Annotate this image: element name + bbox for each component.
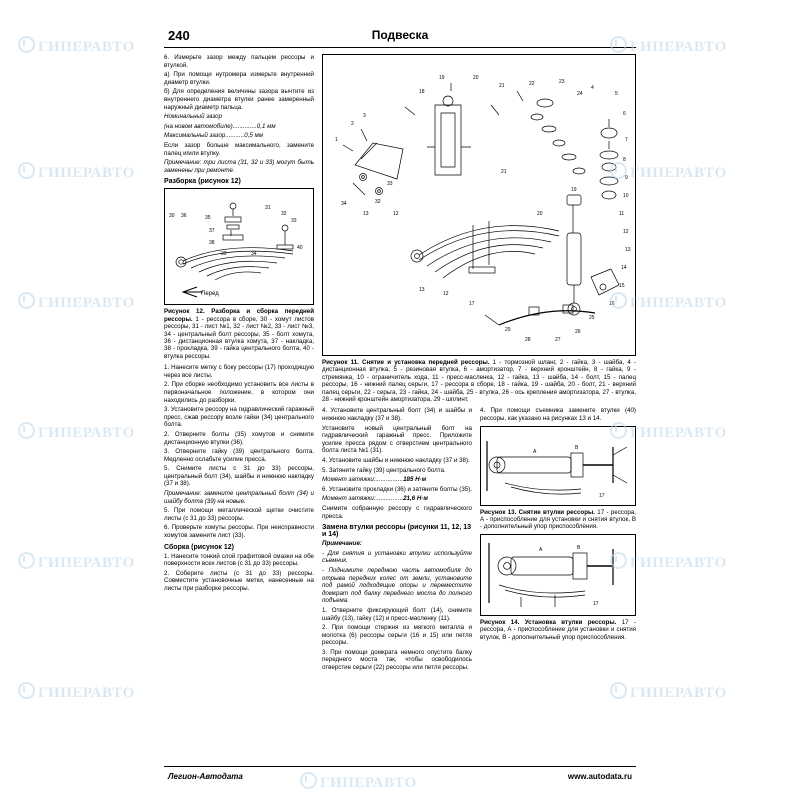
spec-nominal-label: Номинальный зазор: [164, 113, 223, 121]
bushing-step-1: 1. Отверните фиксирующий болт (14), снимите шайбу (13), гайку (12) и пресс-масленку (11).: [322, 606, 472, 622]
svg-text:26: 26: [575, 329, 581, 335]
svg-text:4: 4: [591, 85, 594, 91]
svg-text:15: 15: [619, 283, 625, 289]
figure-11-caption: [322, 359, 636, 403]
page-number: 240: [168, 28, 190, 43]
watermark-logo-icon: [18, 162, 35, 179]
footer-publisher: Легион-Автодата: [168, 772, 243, 781]
watermark-8: [18, 550, 135, 572]
spec-max-label: Максимальный зазор: [164, 132, 226, 140]
figure-13: [480, 426, 636, 506]
figure-11-caption-title: Рисунок 11. Снятие и установка передней рессоры.: [322, 359, 490, 366]
figure-12-caption: [164, 308, 314, 360]
figure-12-drawing: [165, 189, 313, 302]
watermark-logo-icon: [18, 292, 35, 309]
svg-text:13: 13: [419, 287, 425, 293]
note-spare-leaves: Примечание: три листа (31, 32 и 33) могут быть заменены при ремонте.: [164, 159, 314, 174]
svg-text:38: 38: [209, 240, 215, 247]
watermark-text: ГИПЕРАВТО: [630, 165, 727, 181]
svg-text:2: 2: [351, 121, 354, 127]
right-subcolumn-1: [322, 407, 472, 673]
svg-text:17: 17: [593, 600, 599, 607]
watermark-logo-icon: [18, 36, 35, 53]
footer-website: www.autodata.ru: [567, 772, 632, 781]
svg-text:12: 12: [443, 291, 449, 297]
svg-text:32: 32: [281, 211, 287, 218]
torque-1-label: Момент затяжки:: [322, 476, 376, 484]
svg-text:34: 34: [251, 251, 257, 258]
after-specs-text: Если зазор больше максимального, замените палец и/или втулку.: [164, 141, 314, 157]
spec-nominal-row: (на новом автомобиле)..............0,1 мм: [164, 122, 276, 130]
bushing-note-2: - Поднимите переднюю часть автомобиля до отрыва передних колес от земли, установите под рамой подходящие опоры и переместите домкрат под балку переднего моста до полного подъема.: [322, 566, 472, 605]
assembly-step-6: 6. Установите прокладки (36) и затяните болты (35).: [322, 485, 472, 493]
svg-text:9: 9: [625, 175, 628, 181]
svg-text:6: 6: [623, 111, 626, 117]
figure-13-caption-title: Рисунок 13. Снятие втулки рессоры.: [480, 508, 595, 516]
watermark-2: [18, 160, 135, 182]
svg-text:30: 30: [169, 213, 175, 220]
watermark-text: ГИПЕРАВТО: [630, 555, 727, 571]
section-assembly: Сборка (рисунок 12): [164, 543, 234, 551]
watermark-text: ГИПЕРАВТО: [630, 425, 727, 441]
svg-text:3: 3: [363, 113, 366, 119]
watermark-text: ГИПЕРАВТО: [38, 685, 135, 701]
svg-text:Перед: Перед: [201, 291, 219, 298]
svg-text:37: 37: [209, 228, 215, 235]
svg-text:16: 16: [609, 301, 615, 307]
svg-text:32: 32: [375, 199, 381, 205]
page-header: [160, 26, 640, 52]
watermark-logo-icon: [300, 772, 317, 789]
svg-text:23: 23: [559, 79, 565, 85]
right-subcolumn-2: [480, 407, 636, 641]
watermark-text: ГИПЕРАВТО: [38, 39, 135, 55]
figure-13-caption: [480, 509, 636, 531]
disassembly-step-1: 1. Нанесите метку с боку рессоры (17) проходящую через все листы.: [164, 364, 314, 379]
svg-text:39: 39: [221, 251, 227, 258]
figure-11-drawing: [323, 55, 635, 353]
svg-text:7: 7: [625, 137, 628, 143]
svg-text:24: 24: [577, 91, 583, 97]
watermark-text: ГИПЕРАВТО: [630, 39, 727, 55]
svg-text:19: 19: [571, 187, 577, 193]
figure-14: [480, 534, 636, 616]
spec-max-row: Максимальный зазор...........0,5 мм: [164, 132, 264, 140]
svg-text:31: 31: [265, 205, 271, 212]
svg-text:10: 10: [623, 193, 629, 199]
figure-12: [164, 188, 314, 305]
svg-text:14: 14: [621, 265, 627, 271]
svg-text:28: 28: [525, 337, 531, 343]
intro-step-6a: а) При помощи нутромера измерьте внутренний диаметр втулки.: [164, 71, 314, 86]
watermark-text: ГИПЕРАВТО: [320, 775, 417, 791]
watermark-6: [18, 420, 135, 442]
bushing-step-4: 4. При помощи съемника замените втулки (40) рессоры, как указано на рисунках 13 и 14.: [480, 407, 636, 423]
disassembly-step-4: 2. Отверните болты (35) хомутов и снимите дистанционную втулки (36).: [164, 430, 314, 446]
svg-text:35: 35: [205, 215, 211, 222]
figure-12-caption-body: 1 - рессора в сборе, 30 - хомут листов рессоры, 31 - лист №1, 32 - лист №2, 33 - лист №3, 34 - центральный болт рессоры, 35 - болт хомута, 36 - дистанционная втулка хомута, 37 - накладка, 38 - прокладка, 39 - гайка центрального болта, 40 - втулка рессоры.: [164, 315, 314, 360]
svg-text:A: A: [533, 448, 537, 455]
watermark-logo-icon: [18, 552, 35, 569]
figure-14-caption: [480, 619, 636, 641]
figure-14-drawing: [481, 535, 635, 613]
watermark-text: ГИПЕРАВТО: [38, 295, 135, 311]
watermark-text: ГИПЕРАВТО: [38, 425, 135, 441]
svg-text:40: 40: [297, 245, 303, 252]
watermark-logo-icon: [18, 682, 35, 699]
watermark-4: [18, 290, 135, 312]
torque-1-row: Момент затяжки:................185 Н·м: [322, 476, 427, 484]
bushing-step-3: 3. При помощи домкрата немного опустите балку переднего моста так, чтобы освободилось отверстие серьги (22) рессоры или петля рессоры.: [322, 648, 472, 672]
svg-text:18: 18: [419, 89, 425, 95]
intro-step-6: 6. Измерьте зазор между пальцем рессоры и втулкой.: [164, 54, 314, 69]
disassembly-step-3: 3. Установите рессору на гидравлический гаражный пресс, сжав рессору возле гайки (34) центрального болта.: [164, 406, 314, 429]
watermark-10: [18, 680, 135, 702]
svg-text:1: 1: [335, 137, 338, 143]
bushing-step-2: 2. При помощи стержня из мягкого металла и молотка (6) рессоры серьги (16 и 15) или петля рессоры.: [322, 624, 472, 647]
svg-text:19: 19: [439, 75, 445, 81]
bushing-note-label: Примечание:: [322, 540, 362, 548]
svg-text:34: 34: [341, 201, 347, 207]
torque-2-row: Момент затяжки:................21,6 Н·м: [322, 495, 428, 503]
right-subcolumns: [322, 407, 636, 673]
assembly-step-4: 4. Установите центральный болт (34) и шайбы и нижнюю накладку (37 и 38).: [322, 407, 472, 423]
bushing-note-1: - Для снятия и установки втулки используйте съемник.: [322, 549, 472, 565]
disassembly-step-2: 2. При сборке необходимо установить все листы в первоначальное положение, в котором они находились до разборки.: [164, 381, 314, 404]
figure-11-caption-body: 1 - тормозной шланг, 2 - гайка, 3 - шайба, 4 - дистанционная втулка, 5 - резиновая втулка, 6 - амортизатор, 7 - верхний кронштейн, 8 - гайка, 9 - стремянка, 10 - ограничитель хода, 11 - пресс-масленка, 12 - гайка, 13 - шайба, 14 - болт, 15 - палец рессоры, 16 - нижний палец серьги, 17 - рессора в сборе, 18 - гайка, 19 - шайба, 20 - болт, 21 - верхний палец серьги, 22 - серьга, 23 - гайка, 24 - шайба, 25 - втулка, 26 - ось крепления амортизатора, 27 - втулка, 28 - нижний кронштейн амортизатора, 29 - шплинт.: [322, 359, 636, 404]
disassembly-step-7: 5. При помощи металлической щетки очистите листы (с 31 до 33) рессоры.: [164, 507, 314, 522]
svg-text:12: 12: [393, 211, 399, 217]
assembly-step-1: 1. Нанесите тонкий слой графитовой смазки на обе поверхности всех листов (с 31 до 33) рессоры.: [164, 552, 314, 568]
footer-rule: [164, 766, 636, 767]
figure-13-caption-body: 17 - рессора, А - приспособление для установки и снятия втулок, В - дополнительный упор приспособления.: [480, 508, 636, 531]
spec-nominal-value: 0,1 мм: [256, 122, 276, 130]
svg-text:27: 27: [555, 337, 561, 343]
svg-text:21: 21: [499, 83, 505, 89]
svg-text:33: 33: [387, 181, 393, 187]
svg-text:36: 36: [181, 213, 187, 220]
watermark-logo-icon: [18, 422, 35, 439]
assembly-step-2: 2. Соберите листы (с 31 до 33) рессоры. Совместите установочные метки, нанесенные на листы при разборке рессоры.: [164, 569, 314, 592]
svg-text:A: A: [539, 546, 543, 553]
disassembly-step-8: 6. Проверьте хомуты рессоры. При неисправности хомутов замените лист (33).: [164, 524, 314, 540]
assembly-step-4b: 4. Установите шайбы и нижнюю накладку (37 и 38).: [322, 457, 470, 464]
svg-text:B: B: [577, 544, 581, 551]
svg-text:22: 22: [529, 81, 535, 87]
torque-2-label: Момент затяжки:: [322, 495, 376, 503]
svg-text:17: 17: [469, 301, 475, 307]
svg-text:13: 13: [625, 247, 631, 253]
right-column: [322, 54, 636, 674]
svg-text:17: 17: [599, 492, 605, 499]
disassembly-step-6: 5. Снимите листы с 31 до 33) рессоры, центральный болт (34), шайбы и нижнюю накладку (37 и 38).: [164, 465, 314, 488]
svg-text:29: 29: [505, 327, 511, 333]
disassembly-step-5: 3. Отверните гайку (39) центрального болта. Медленно ослабьте усилие пресса.: [164, 448, 314, 463]
watermark-text: ГИПЕРАВТО: [630, 685, 727, 701]
svg-text:20: 20: [537, 211, 543, 217]
svg-text:13: 13: [363, 211, 369, 217]
figure-14-caption-title: Рисунок 14. Установка втулки рессоры.: [480, 618, 617, 626]
figure-14-caption-body: 17 - рессора, А - приспособление для установки и снятия втулок, В - дополнительный упор приспособления.: [480, 618, 636, 641]
figure-11: [322, 54, 636, 356]
svg-text:11: 11: [619, 211, 625, 217]
watermark-text: ГИПЕРАВТО: [630, 295, 727, 311]
torque-2-value: 21,6 Н·м: [403, 495, 428, 503]
figure-12-caption-title: Рисунок 12. Разборка и сборка передней рессоры.: [164, 308, 314, 323]
watermark-text: ГИПЕРАВТО: [38, 555, 135, 571]
svg-text:12: 12: [623, 229, 629, 235]
watermark-0: [18, 34, 135, 56]
section-bushing-replacement: Замена втулки рессоры (рисунки 11, 12, 13 и 14): [322, 524, 471, 539]
header-rule: [164, 47, 636, 48]
spec-max-value: 0,5 мм: [244, 132, 264, 140]
document-page: [160, 26, 640, 781]
watermark-text: ГИПЕРАВТО: [38, 165, 135, 181]
assembly-press-note: Установите новый центральный болт на гидравлический гаражный пресс. Приложите усилие пресса рядом с отверстием центрального болта листа №1 (31).: [322, 424, 472, 455]
assembly-step-5: 5. Затяните гайку (39) центрального болта.: [322, 466, 446, 474]
disassembly-note: Примечание: замените центральный болт (34) и шайбу болта (39) на новые.: [164, 490, 314, 505]
svg-text:21: 21: [501, 169, 507, 175]
svg-text:25: 25: [589, 315, 595, 321]
svg-text:20: 20: [473, 75, 479, 81]
svg-text:B: B: [575, 444, 579, 451]
section-disassembly: Разборка (рисунок 12): [164, 178, 241, 186]
svg-text:5: 5: [615, 91, 618, 97]
torque-1-value: 185 Н·м: [403, 476, 427, 484]
svg-text:8: 8: [623, 157, 626, 163]
spec-nominal-sub: (на новом автомобиле): [164, 122, 233, 130]
assembly-step-7: Снимите собранную рессору с гидравлического пресса.: [322, 504, 472, 520]
figure-13-drawing: [481, 427, 635, 503]
left-column: [164, 54, 314, 595]
svg-text:33: 33: [291, 218, 297, 225]
page-title: Подвеска: [371, 28, 429, 42]
intro-step-6b: б) Для определения величины зазора вычтите из внутреннего диаметра втулки ранее замеренный наружный диаметр пальца.: [164, 88, 314, 111]
